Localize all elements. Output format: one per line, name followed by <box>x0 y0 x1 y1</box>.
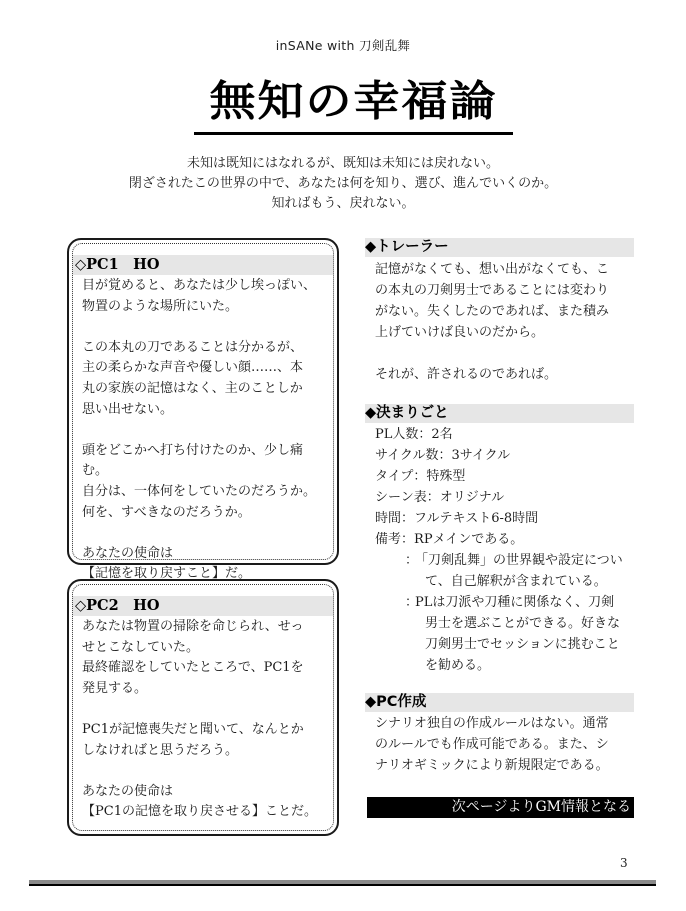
rule-separator: ： <box>438 448 452 463</box>
rule-separator: ： <box>418 427 432 442</box>
rule-label: 時間 <box>375 511 402 526</box>
text-line <box>82 420 325 441</box>
text-line <box>82 761 325 782</box>
text-line: の本丸の刀剣男士であることには変わり <box>375 283 610 298</box>
rule-notes <box>375 529 634 550</box>
rules-heading: ◆決まりごと <box>365 404 634 423</box>
title-underline <box>194 132 513 135</box>
pc2-handout-body <box>73 616 333 823</box>
rule-label: 備考 <box>375 532 402 547</box>
text-line <box>82 317 325 338</box>
tagline-line: 知ればもう、戻れない。 <box>271 196 415 211</box>
text-line <box>375 343 634 364</box>
rule-separator: ： <box>405 595 419 610</box>
rules-body <box>365 423 634 676</box>
rule-value: RPメインである。 <box>414 532 524 547</box>
page-number: 3 <box>620 856 628 870</box>
pc-creation-body <box>365 712 634 776</box>
text-line: あなたは物置の掃除を命じられ、せっ <box>82 619 304 634</box>
pc2-handout-box <box>67 579 339 836</box>
text-line: それが、許されるのであれば。 <box>375 367 558 382</box>
rule-label: タイプ <box>375 469 414 484</box>
pc1-handout-inner <box>72 243 334 582</box>
text-line: 丸の家族の記憶はなく、主のことしか <box>82 380 303 396</box>
text-line: この本丸の刀であることは分かるが、 <box>82 339 304 355</box>
rule-pl-count <box>375 424 634 445</box>
text-line: せとこなしていた。 <box>82 639 200 655</box>
rule-note-2 <box>375 592 634 676</box>
text-line: 主の柔らかな声音や優しい顔……、本 <box>82 360 304 376</box>
text-line: を勧める。 <box>425 658 491 673</box>
rule-value: 3サイクル <box>451 448 511 463</box>
text-line: がない。失くしたのであれば、また積み <box>375 304 610 319</box>
gm-info-banner: 次ページよりGM情報となる <box>367 797 634 818</box>
rule-scene-table <box>375 487 634 508</box>
pc2-mission: 【PC1の記憶を取り戻させる】ことだ。 <box>82 804 317 820</box>
footer-rule <box>29 880 656 886</box>
rule-separator: ： <box>413 469 427 484</box>
rule-value: 2名 <box>431 427 453 442</box>
rule-note-1 <box>375 550 634 592</box>
tagline-line: 未知は既知にはなれるが、既知は未知には戻れない。 <box>186 156 499 171</box>
text-line: 最終確認をしていたところで、PC1を <box>82 660 304 676</box>
text-line: シナリオ独自の作成ルールはない。通常 <box>375 716 609 731</box>
tagline <box>0 154 686 214</box>
rule-time <box>375 508 634 529</box>
rule-value: 特殊型 <box>426 469 466 484</box>
pc1-handout-heading: ◇PC1 HO <box>73 255 333 275</box>
text-line <box>82 699 325 720</box>
rule-type <box>375 466 634 487</box>
text-line: 上げていけば良いのだから。 <box>375 325 545 340</box>
text-line: PC1が記憶喪失だと聞いて、なんとか <box>82 721 304 737</box>
trailer-body <box>365 257 634 385</box>
text-line: 思い出せない。 <box>82 401 174 417</box>
text-line <box>82 523 325 544</box>
rule-separator: ： <box>405 553 419 568</box>
page-title: 無知の幸福論 <box>209 76 498 126</box>
pc-creation-heading: ◆PC作成 <box>365 693 634 712</box>
header-caption: inSANe with 刀剣乱舞 <box>275 38 411 53</box>
rule-value: オリジナル <box>439 490 505 505</box>
text-line: あなたの使命は <box>82 783 174 799</box>
rules-section <box>365 404 634 676</box>
text-line: PLは刀派や刀種に関係なく、刀剣 <box>415 595 615 610</box>
trailer-section <box>365 238 634 385</box>
rule-label: シーン表 <box>375 490 427 505</box>
text-line: 記憶がなくても、想い出がなくても、こ <box>375 262 610 277</box>
text-line: のルールでも作成可能である。また、シ <box>375 737 609 752</box>
pc1-handout-box <box>67 238 339 582</box>
pc-creation-section <box>365 693 634 776</box>
trailer-heading: ◆トレーラー <box>365 238 634 257</box>
text-line: 発見する。 <box>82 680 148 696</box>
rule-value: フルテキスト6-8時間 <box>414 511 539 526</box>
rule-cycles <box>375 445 634 466</box>
text-line: しなければと思うだろう。 <box>82 742 239 758</box>
text-line: て、自己解釈が含まれている。 <box>425 574 607 589</box>
text-line: 頭をどこかへ打ち付けたのか、少し痛 <box>82 442 304 458</box>
text-line: 物置のような場所にいた。 <box>82 298 239 314</box>
text-line: 「刀剣乱舞」の世界観や設定につい <box>415 553 623 568</box>
pc1-mission: 【記憶を取り戻すこと】だ。 <box>82 566 252 582</box>
text-line: 目が覚めると、あなたは少し埃っぽい、 <box>82 278 317 293</box>
rule-label: PL人数 <box>375 427 419 442</box>
text-line: 男士を選ぶことができる。好きな <box>425 616 621 631</box>
text-line: 自分は、一体何をしていたのだろうか。 <box>82 483 317 499</box>
text-line: ナリオギミックにより新規限定である。 <box>375 758 609 773</box>
pc2-handout-inner <box>72 584 334 831</box>
rule-separator: ： <box>401 511 415 526</box>
text-line: あなたの使命は <box>82 545 174 561</box>
rule-label: サイクル数 <box>375 448 439 463</box>
pc2-handout-heading: ◇PC2 HO <box>73 596 333 616</box>
text-line: 何を、すべきなのだろうか。 <box>82 504 251 520</box>
pc1-handout-body <box>73 275 333 585</box>
tagline-line: 閉ざされたこの世界の中で、あなたは何を知り、選び、進んでいくのか。 <box>128 176 558 191</box>
rule-separator: ： <box>401 532 415 547</box>
text-line: む。 <box>82 463 109 479</box>
text-line: 刀剣男士でセッションに挑むこと <box>425 637 620 652</box>
rule-separator: ： <box>426 490 440 505</box>
